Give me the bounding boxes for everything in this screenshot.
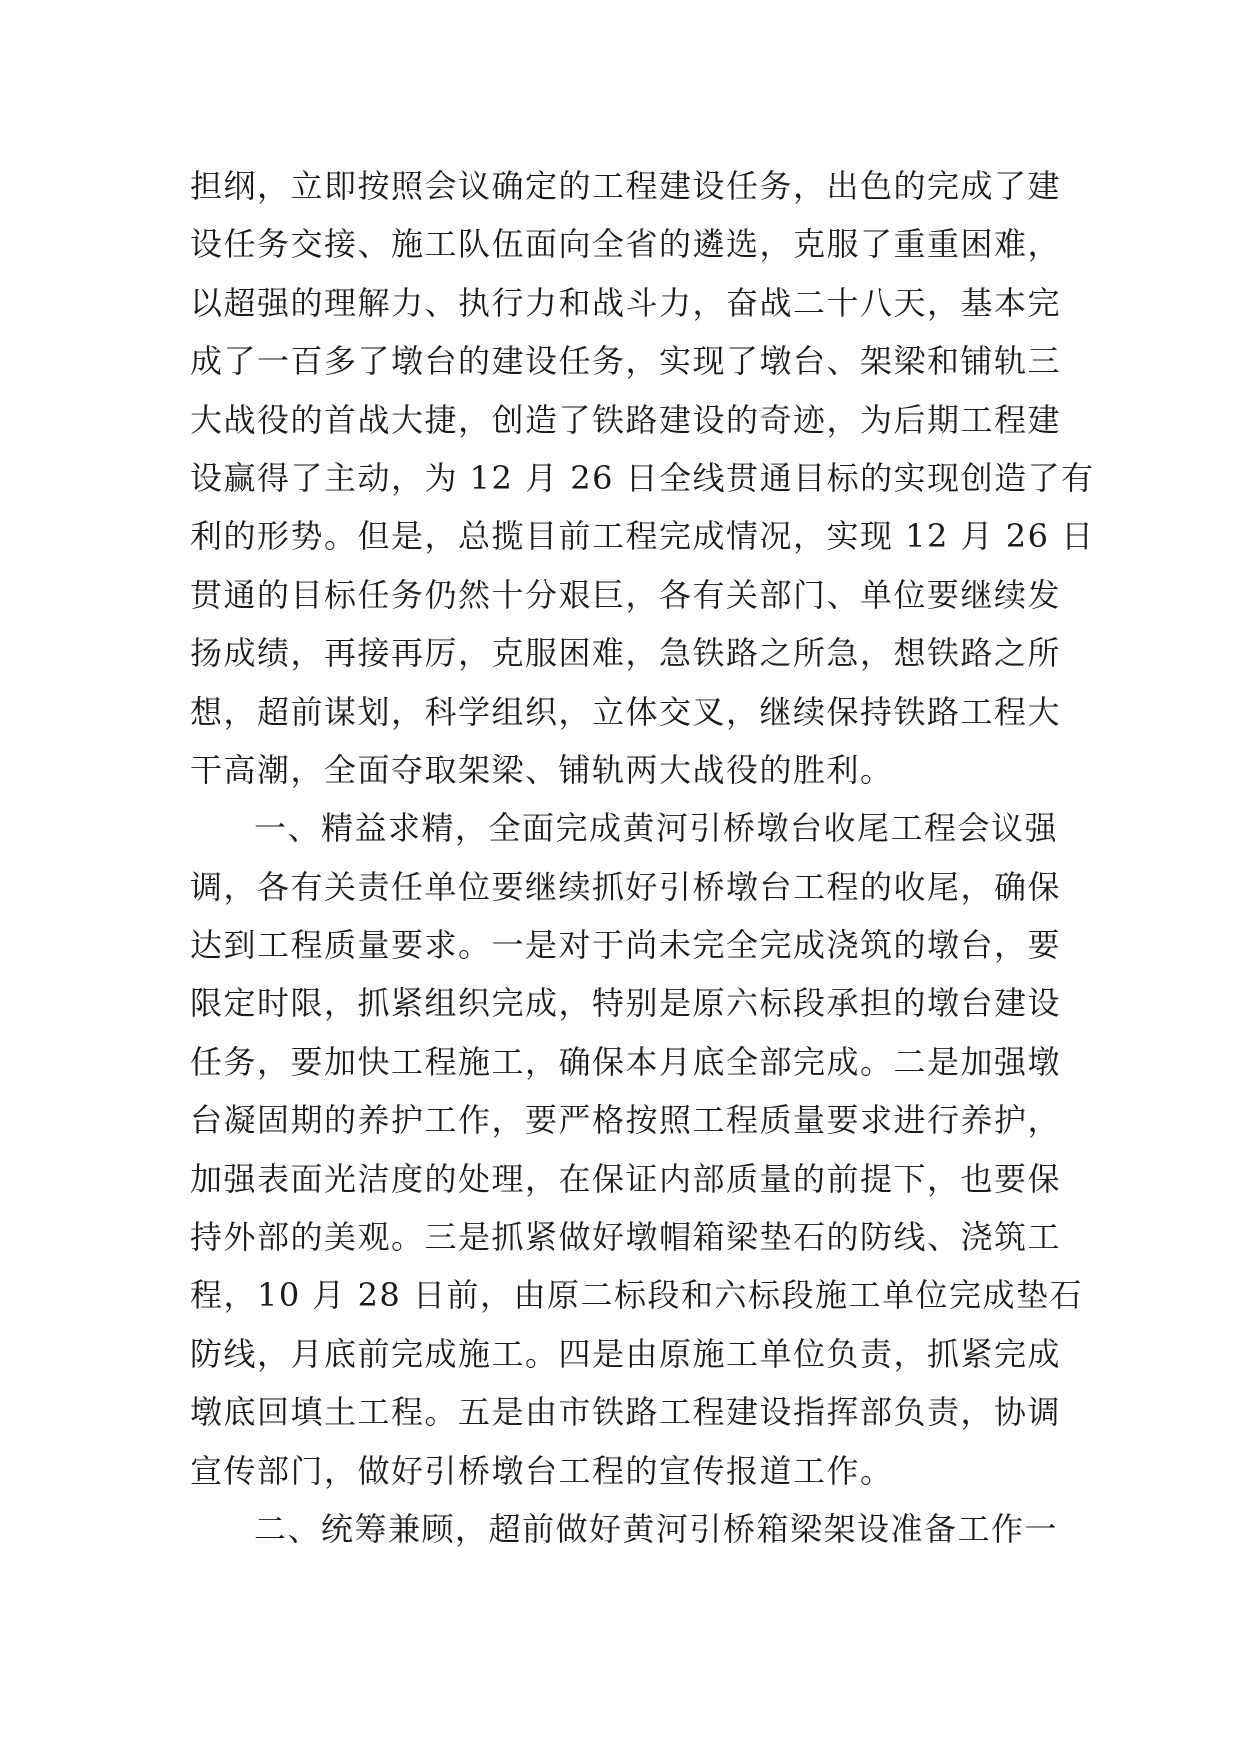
text-line: 达到工程质量要求。一是对于尚未完全完成浇筑的墩台，要 — [190, 926, 1062, 965]
text-line: 宣传部门，做好引桥墩台工程的宣传报道工作。 — [190, 1451, 894, 1490]
text-line: 贯通的目标任务仍然十分艰巨，各有关部门、单位要继续发 — [190, 575, 1062, 614]
text-line: 台凝固期的养护工作，要严格按照工程质量要求进行养护， — [190, 1101, 1062, 1140]
text-line: 设任务交接、施工队伍面向全省的遴选，克服了重重困难， — [190, 225, 1062, 264]
text-line: 扬成绩，再接再厉，克服困难，急铁路之所急，想铁路之所 — [190, 634, 1062, 673]
text-line: 设赢得了主动，为 12 月 26 日全线贯通目标的实现创造了有 — [190, 458, 1095, 497]
section-heading-line: 二、统筹兼顾，超前做好黄河引桥箱梁架设准备工作一 — [254, 1509, 1059, 1548]
text-line: 干高潮，全面夺取架梁、铺轨两大战役的胜利。 — [190, 750, 894, 789]
text-line: 担纲，立即按照会议确定的工程建设任务，出色的完成了建 — [190, 167, 1062, 205]
text-line: 成了一百多了墩台的建设任务，实现了墩台、架梁和铺轨三 — [190, 342, 1062, 381]
text-line: 调，各有关责任单位要继续抓好引桥墩台工程的收尾，确保 — [190, 867, 1062, 906]
text-line: 任务，要加快工程施工，确保本月底全部完成。二是加强墩 — [190, 1042, 1062, 1081]
text-line: 利的形势。但是，总揽目前工程完成情况，实现 12 月 26 日 — [190, 517, 1095, 556]
text-line: 防线，月底前完成施工。四是由原施工单位负责，抓紧完成 — [190, 1334, 1062, 1373]
text-line: 限定时限，抓紧组织完成，特别是原六标段承担的墩台建设 — [190, 984, 1062, 1023]
text-line: 墩底回填土工程。五是由市铁路工程建设指挥部负责，协调 — [190, 1393, 1062, 1432]
text-line: 以超强的理解力、执行力和战斗力，奋战二十八天，基本完 — [190, 283, 1062, 322]
section-heading-line: 一、精益求精，全面完成黄河引桥墩台收尾工程会议强 — [254, 809, 1059, 848]
text-line: 程，10 月 28 日前，由原二标段和六标段施工单位完成垫石 — [190, 1276, 1083, 1315]
text-line: 加强表面光洁度的处理，在保证内部质量的前提下，也要保 — [190, 1159, 1062, 1198]
text-line: 大战役的首战大捷，创造了铁路建设的奇迹，为后期工程建 — [190, 400, 1062, 439]
text-line: 持外部的美观。三是抓紧做好墩帽箱梁垫石的防线、浇筑工 — [190, 1218, 1062, 1257]
body-text — [190, 157, 1095, 1558]
text-line: 想，超前谋划，科学组织，立体交叉，继续保持铁路工程大 — [190, 692, 1062, 731]
